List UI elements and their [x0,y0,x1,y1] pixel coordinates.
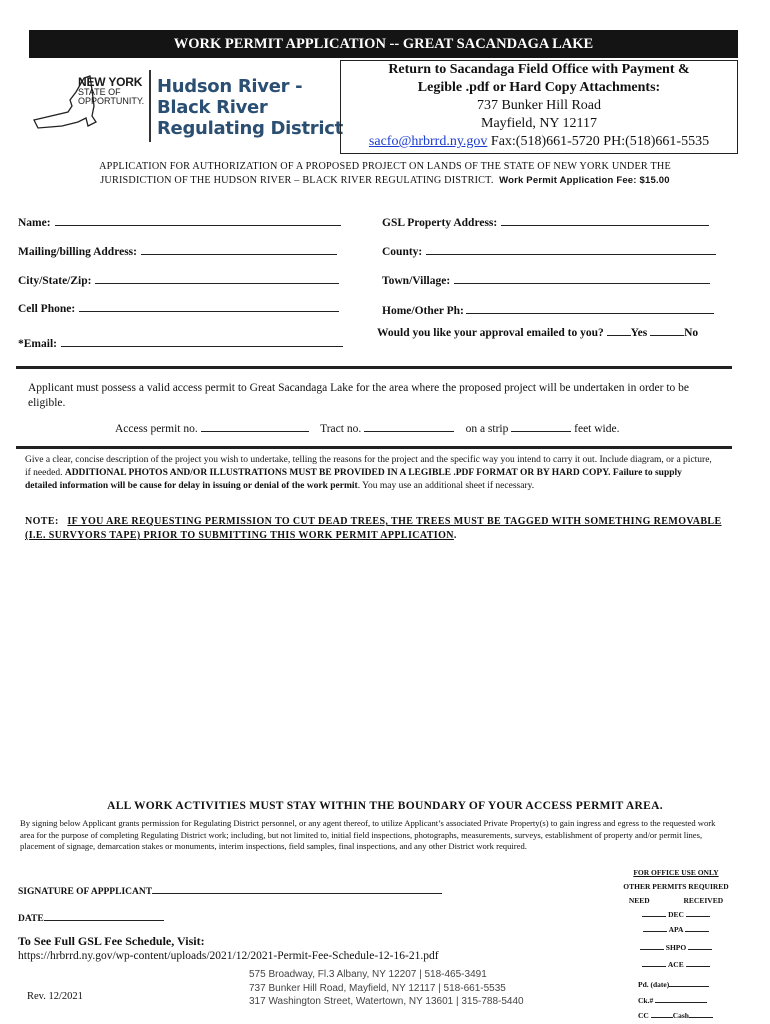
mailing-address-field[interactable] [18,243,337,258]
received-label: RECEIVED [683,896,724,905]
check-row[interactable] [612,995,740,1005]
yes-blank[interactable] [607,324,631,336]
signature-label: SIGNATURE OF APPPLICANT [18,887,153,897]
no-blank[interactable] [650,324,684,336]
cc-cash-row[interactable] [612,1010,740,1020]
footer-addr-watertown: 317 Washington Street, Watertown, NY 13601 | 315-788-5440 [249,996,524,1007]
description-bold: ADDITIONAL PHOTOS AND/OR ILLUSTRATIONS MUST BE PROVIDED IN A LEGIBLE .PDF FORMAT OR BY HARD COPY. Failure to supply detailed information will be cause for delay in issuing or denial of the work permit [25,468,682,491]
ny-line3: OPPORTUNITY. [78,96,145,106]
dec-label: DEC [668,910,684,919]
county-field[interactable] [382,243,716,258]
return-line1: Return to Sacandaga Field Office with Payment & [388,62,690,77]
county-input-line[interactable] [426,243,716,255]
email-approval-question [377,324,698,339]
strip-label: on a strip [465,423,509,435]
pd-label: Pd. (date) [638,980,670,989]
yes-label: Yes [630,327,648,339]
other-permits-heading: OTHER PERMITS REQUIRED [623,882,729,891]
tract-input-line[interactable] [364,420,454,432]
form-title: WORK PERMIT APPLICATION -- GREAT SACANDAGA LAKE [29,30,738,58]
office-email-link[interactable]: sacfo@hrbrrd.ny.gov [368,134,488,149]
home-input-line[interactable] [466,302,714,314]
ace-label: ACE [667,960,684,969]
note-text: IF YOU ARE REQUESTING PERMISSION TO CUT DEAD TREES, THE TREES MUST BE TAGGED WITH SOMETHING REMOVABLE (I.E. SURVYORS TAPE) PRIOR TO SUBMITTING THIS WORK PERMIT APPLICATION [25,516,722,541]
date-field[interactable] [18,911,164,924]
description-text2: . You may use an additional sheet if necessary. [357,481,535,491]
application-fee: Work Permit Application Fee: $15.00 [499,175,670,186]
cell-input-line[interactable] [79,300,339,312]
logo-divider [149,70,151,142]
office-use-heading: FOR OFFICE USE ONLY [633,868,719,877]
return-line3: 737 Bunker Hill Road [476,98,602,113]
town-input-line[interactable] [454,272,710,284]
ace-row[interactable] [612,959,740,969]
access-permit-label: Access permit no. [115,423,198,435]
cash-label: Cash [672,1011,689,1020]
fee-schedule-url[interactable]: https://hrbrrd.ny.gov/wp-content/uploads/2021/12/2021-Permit-Fee-Schedule-12-16-21.pdf [18,950,439,962]
date-input-line[interactable] [44,911,164,921]
description-text1: Give a clear, concise description of the project you wish to undertake, telling the reasons for the project and the specific way you intend to carry it out. Include diagram, or a picture, if needed. [25,455,712,478]
ny-line1: NEW YORK [78,75,143,89]
date-label: DATE [18,914,44,924]
town-label: Town/Village: [382,275,451,287]
signature-input-line[interactable] [152,884,442,894]
email-label: *Email: [18,338,57,350]
town-village-field[interactable] [382,272,710,287]
emailed-question-label: Would you like your approval emailed to you? [377,327,604,339]
strip-input-line[interactable] [511,420,571,432]
shpo-label: SHPO [665,943,687,952]
shpo-row[interactable] [612,942,740,952]
agency-name-line1: Hudson River - [157,76,303,97]
ny-state-wordmark [78,75,145,106]
authorization-line2: JURISDICTION OF THE HUDSON RIVER – BLACK RIVER REGULATING DISTRICT. [100,175,494,186]
gsl-label: GSL Property Address: [382,217,498,229]
city-input-line[interactable] [95,272,339,284]
home-label: Home/Other Ph: [382,305,464,317]
cc-label: CC [638,1011,649,1020]
footer-addresses [249,968,524,1009]
note-label: NOTE: [25,516,59,527]
office-use-panel [612,868,740,1020]
authorization-text [40,160,730,188]
return-line4: Mayfield, NY 12117 [481,116,597,131]
section-divider [16,366,732,369]
dec-row[interactable] [612,909,740,919]
mailing-label: Mailing/billing Address: [18,246,137,258]
email-field[interactable] [18,335,343,350]
access-permit-input-line[interactable] [201,420,309,432]
authorization-line1: APPLICATION FOR AUTHORIZATION OF A PROPOSED PROJECT ON LANDS OF THE STATE OF NEW YORK UNDER THE [99,161,671,172]
feet-label: feet wide. [574,423,620,435]
mailing-input-line[interactable] [141,243,337,255]
email-input-line[interactable] [61,335,343,347]
return-line2: Legible .pdf or Hard Copy Attachments: [417,80,661,95]
agency-name-line3: Regulating District [157,118,343,139]
need-label: NEED [628,896,650,905]
tract-label: Tract no. [320,423,362,435]
name-input-line[interactable] [55,214,341,226]
project-description-area[interactable] [25,548,730,793]
boundary-heading: ALL WORK ACTIVITIES MUST STAY WITHIN THE BOUNDARY OF YOUR ACCESS PERMIT AREA. [107,800,663,812]
project-description-instructions [25,454,715,493]
cell-label: Cell Phone: [18,303,76,315]
city-label: City/State/Zip: [18,275,92,287]
access-permit-row [115,420,619,437]
agency-name-line2: Black River [157,97,268,118]
signature-field[interactable] [18,884,442,897]
gsl-input-line[interactable] [501,214,709,226]
need-received-row [612,896,740,905]
no-label: No [684,327,699,339]
county-label: County: [382,246,423,258]
access-requirement-text: Applicant must possess a valid access permit to Great Sacandaga Lake for the area where the proposed project will be undertaken in order to be eligible. [28,382,690,409]
footer-addr-mayfield: 737 Bunker Hill Road, Mayfield, NY 12117 | 518-661-5535 [249,982,506,994]
apa-row[interactable] [612,924,740,934]
home-phone-field[interactable] [382,302,714,317]
note-period: . [453,530,457,541]
fee-schedule-heading: To See Full GSL Fee Schedule, Visit: [18,934,205,948]
boundary-consent-text: By signing below Applicant grants permission for Regulating District personnel, or any agent thereof, to utilize Applicant’s associated Private Property(s) to gain ingress and egress to the requested work area for the purpose of completing Regulating District work; including, but not limited to, initial field inspections, photographs, measurements, surveys, establishment of property and/or permit lines, placement of signage, demarcation stakes or monuments, interim inspections, field samples, final inspections, and any other District work required. [20,818,716,851]
name-field[interactable] [18,214,341,229]
gsl-property-field[interactable] [382,214,709,229]
paid-date-row[interactable] [612,979,740,989]
ny-line2: STATE OF [78,87,121,97]
office-phones: Fax:(518)661-5720 PH:(518)661-5535 [487,134,710,149]
agency-name [157,76,343,139]
ck-label: Ck.# [638,996,654,1005]
return-address-box [340,60,738,154]
revision-date: Rev. 12/2021 [27,991,83,1002]
cell-phone-field[interactable] [18,300,339,315]
dead-trees-note [25,515,725,543]
apa-label: APA [668,925,684,934]
footer-addr-albany: 575 Broadway, Fl.3 Albany, NY 12207 | 518-465-3491 [249,969,487,980]
section-divider-2 [16,446,732,449]
name-label: Name: [18,217,51,229]
city-state-zip-field[interactable] [18,272,339,287]
